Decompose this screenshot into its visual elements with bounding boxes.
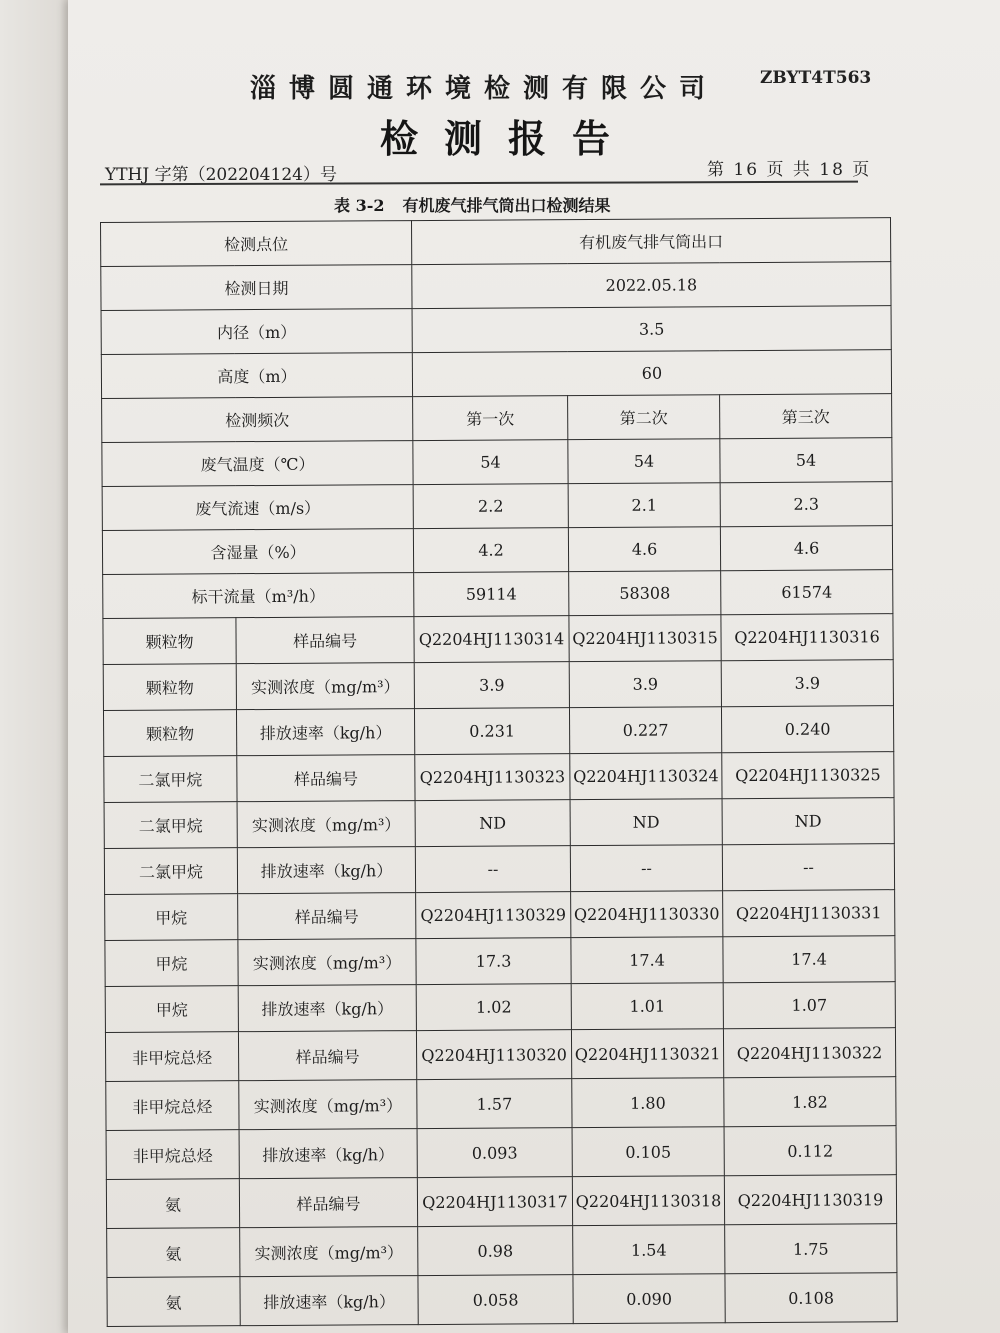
info-label: 内径（m） xyxy=(101,309,412,355)
measurement-item: 排放速率（kg/h） xyxy=(236,709,414,756)
parameter-value: 58308 xyxy=(569,571,721,616)
measurement-value: 0.105 xyxy=(572,1127,724,1177)
pollutant-name: 二氯甲烷 xyxy=(104,756,237,803)
info-label: 检测日期 xyxy=(101,265,412,311)
parameter-value: 54 xyxy=(720,438,892,483)
measurement-value: 0.98 xyxy=(418,1226,573,1276)
report-title: 检测报告 xyxy=(380,116,637,161)
frequency-label: 检测频次 xyxy=(102,397,413,443)
pollutant-row xyxy=(103,614,893,665)
measurement-item: 排放速率（kg/h） xyxy=(240,1276,418,1326)
measurement-item: 排放速率（kg/h） xyxy=(237,847,415,894)
page-info: 第 16 页 共 18 页 xyxy=(707,160,872,180)
measurement-item: 实测浓度（mg/m³） xyxy=(240,1227,418,1277)
pollutant-row xyxy=(107,1224,897,1278)
pollutant-row xyxy=(105,982,895,1033)
info-label: 高度（m） xyxy=(101,353,412,399)
info-value: 2022.05.18 xyxy=(412,262,891,309)
report-number: YTHJ 字第（202204124）号 xyxy=(105,165,337,185)
pollutant-row xyxy=(104,798,894,849)
measurement-value: 0.108 xyxy=(725,1273,897,1323)
info-value: 60 xyxy=(412,350,891,397)
measurement-value: 1.57 xyxy=(417,1079,572,1129)
parameter-value: 2.3 xyxy=(720,482,892,527)
pollutant-name: 氨 xyxy=(106,1179,239,1229)
pollutant-name: 颗粒物 xyxy=(103,618,236,665)
measurement-value: Q2204HJ1130329 xyxy=(416,892,571,939)
measurement-item: 实测浓度（mg/m³） xyxy=(239,1080,417,1130)
measurement-value: 1.54 xyxy=(573,1225,725,1275)
measurement-item: 样品编号 xyxy=(236,617,414,664)
measurement-value: 17.3 xyxy=(416,938,571,985)
info-row xyxy=(101,350,891,399)
pollutant-row xyxy=(105,936,895,987)
pollutant-row xyxy=(106,1126,896,1180)
measurement-value: Q2204HJ1130319 xyxy=(724,1175,896,1225)
measurement-item: 样品编号 xyxy=(239,1178,417,1228)
measurement-value: Q2204HJ1130331 xyxy=(723,890,895,937)
pollutant-name: 甲烷 xyxy=(105,894,238,941)
pollutant-row xyxy=(105,890,895,941)
info-row xyxy=(101,262,891,311)
measurement-item: 排放速率（kg/h） xyxy=(238,985,416,1032)
measurement-value: Q2204HJ1130318 xyxy=(572,1176,724,1226)
measurement-value: Q2204HJ1130315 xyxy=(569,615,721,662)
measurement-value: Q2204HJ1130322 xyxy=(723,1028,895,1078)
document-code: ZBYT4T563 xyxy=(760,68,872,88)
measurement-value: -- xyxy=(415,846,570,893)
parameter-value: 59114 xyxy=(414,572,569,617)
measurement-item: 样品编号 xyxy=(238,1031,416,1081)
frequency-header: 第三次 xyxy=(720,394,892,439)
pollutant-name: 甲烷 xyxy=(105,986,238,1033)
parameter-label: 废气流速（m/s） xyxy=(102,485,413,531)
measurement-value: -- xyxy=(570,845,722,892)
measurement-value: ND xyxy=(722,798,894,845)
measurement-value: 3.9 xyxy=(721,660,893,707)
pollutant-name: 二氯甲烷 xyxy=(104,802,237,849)
measurement-item: 排放速率（kg/h） xyxy=(239,1129,417,1179)
measurement-value: Q2204HJ1130324 xyxy=(570,753,722,800)
measurement-value: 1.82 xyxy=(724,1077,896,1127)
parameter-row xyxy=(103,570,893,619)
measurement-value: Q2204HJ1130323 xyxy=(415,754,570,801)
pollutant-name: 氨 xyxy=(107,1277,240,1327)
frequency-header: 第一次 xyxy=(413,396,568,441)
parameter-value: 4.6 xyxy=(720,526,892,571)
parameter-value: 4.2 xyxy=(413,528,568,573)
table-caption-text: 有机废气排气筒出口检测结果 xyxy=(402,196,611,215)
measurement-value: ND xyxy=(415,800,570,847)
parameter-value: 4.6 xyxy=(568,527,720,572)
pollutant-row xyxy=(105,1028,895,1082)
measurement-value: Q2204HJ1130320 xyxy=(416,1030,571,1080)
measurement-value: 17.4 xyxy=(571,937,723,984)
pollutant-row xyxy=(104,752,894,803)
measurement-item: 样品编号 xyxy=(237,755,415,802)
pollutant-row xyxy=(103,706,893,757)
measurement-value: 1.02 xyxy=(416,984,571,1031)
measurement-value: 1.75 xyxy=(725,1224,897,1274)
pollutant-name: 非甲烷总烃 xyxy=(105,1032,238,1082)
pollutant-name: 颗粒物 xyxy=(103,664,236,711)
measurement-value: 0.227 xyxy=(569,707,721,754)
measurement-value: 3.9 xyxy=(569,661,721,708)
measurement-item: 样品编号 xyxy=(238,893,416,940)
info-row xyxy=(101,306,891,355)
measurement-value: Q2204HJ1130314 xyxy=(414,616,569,663)
measurement-value: ND xyxy=(570,799,722,846)
pollutant-name: 甲烷 xyxy=(105,940,238,987)
measurement-value: Q2204HJ1130321 xyxy=(571,1029,723,1079)
parameter-label: 废气温度（℃） xyxy=(102,441,413,487)
measurement-value: 0.112 xyxy=(724,1126,896,1176)
parameter-value: 61574 xyxy=(721,570,893,615)
measurement-value: 17.4 xyxy=(723,936,895,983)
pollutant-name: 氨 xyxy=(107,1228,240,1278)
frequency-header: 第二次 xyxy=(568,395,720,440)
frequency-row xyxy=(102,394,892,443)
info-row xyxy=(101,218,891,267)
info-value: 3.5 xyxy=(412,306,891,353)
parameter-value: 54 xyxy=(413,440,568,485)
company-name: 淄博圆通环境检测有限公司 xyxy=(250,74,719,104)
table-caption-number: 表 3-2 xyxy=(334,196,385,215)
measurement-item: 实测浓度（mg/m³） xyxy=(237,801,415,848)
parameter-row xyxy=(102,526,892,575)
measurement-value: Q2204HJ1130330 xyxy=(571,891,723,938)
measurement-value: Q2204HJ1130316 xyxy=(721,614,893,661)
parameter-label: 含湿量（%） xyxy=(102,529,413,575)
measurement-value: 1.07 xyxy=(723,982,895,1029)
results-table xyxy=(100,217,898,1327)
parameter-row xyxy=(102,482,892,531)
parameter-row xyxy=(102,438,892,487)
parameter-value: 2.2 xyxy=(413,484,568,529)
table-caption xyxy=(334,193,611,216)
measurement-value: Q2204HJ1130325 xyxy=(722,752,894,799)
pollutant-row xyxy=(106,1175,896,1229)
parameter-value: 2.1 xyxy=(568,483,720,528)
pollutant-row xyxy=(103,660,893,711)
pollutant-name: 颗粒物 xyxy=(103,710,236,757)
measurement-item: 实测浓度（mg/m³） xyxy=(238,939,416,986)
measurement-value: 0.240 xyxy=(721,706,893,753)
parameter-value: 54 xyxy=(568,439,720,484)
measurement-value: 0.231 xyxy=(414,708,569,755)
parameter-label: 标干流量（m³/h） xyxy=(103,573,414,619)
measurement-value: 0.090 xyxy=(573,1274,725,1324)
measurement-value: 0.058 xyxy=(418,1275,573,1325)
pollutant-name: 二氯甲烷 xyxy=(104,848,237,895)
info-value: 有机废气排气筒出口 xyxy=(412,218,891,265)
measurement-value: 0.093 xyxy=(417,1128,572,1178)
pollutant-row xyxy=(106,1077,896,1131)
measurement-item: 实测浓度（mg/m³） xyxy=(236,663,414,710)
measurement-value: 3.9 xyxy=(414,662,569,709)
pollutant-name: 非甲烷总烃 xyxy=(106,1130,239,1180)
measurement-value: 1.01 xyxy=(571,983,723,1030)
measurement-value: -- xyxy=(722,844,894,891)
measurement-value: 1.80 xyxy=(572,1078,724,1128)
results-table-wrapper xyxy=(100,217,897,1327)
measurement-value: Q2204HJ1130317 xyxy=(417,1177,572,1227)
info-label: 检测点位 xyxy=(101,221,412,267)
pollutant-row xyxy=(104,844,894,895)
pollutant-name: 非甲烷总烃 xyxy=(106,1081,239,1131)
pollutant-row xyxy=(107,1273,897,1327)
